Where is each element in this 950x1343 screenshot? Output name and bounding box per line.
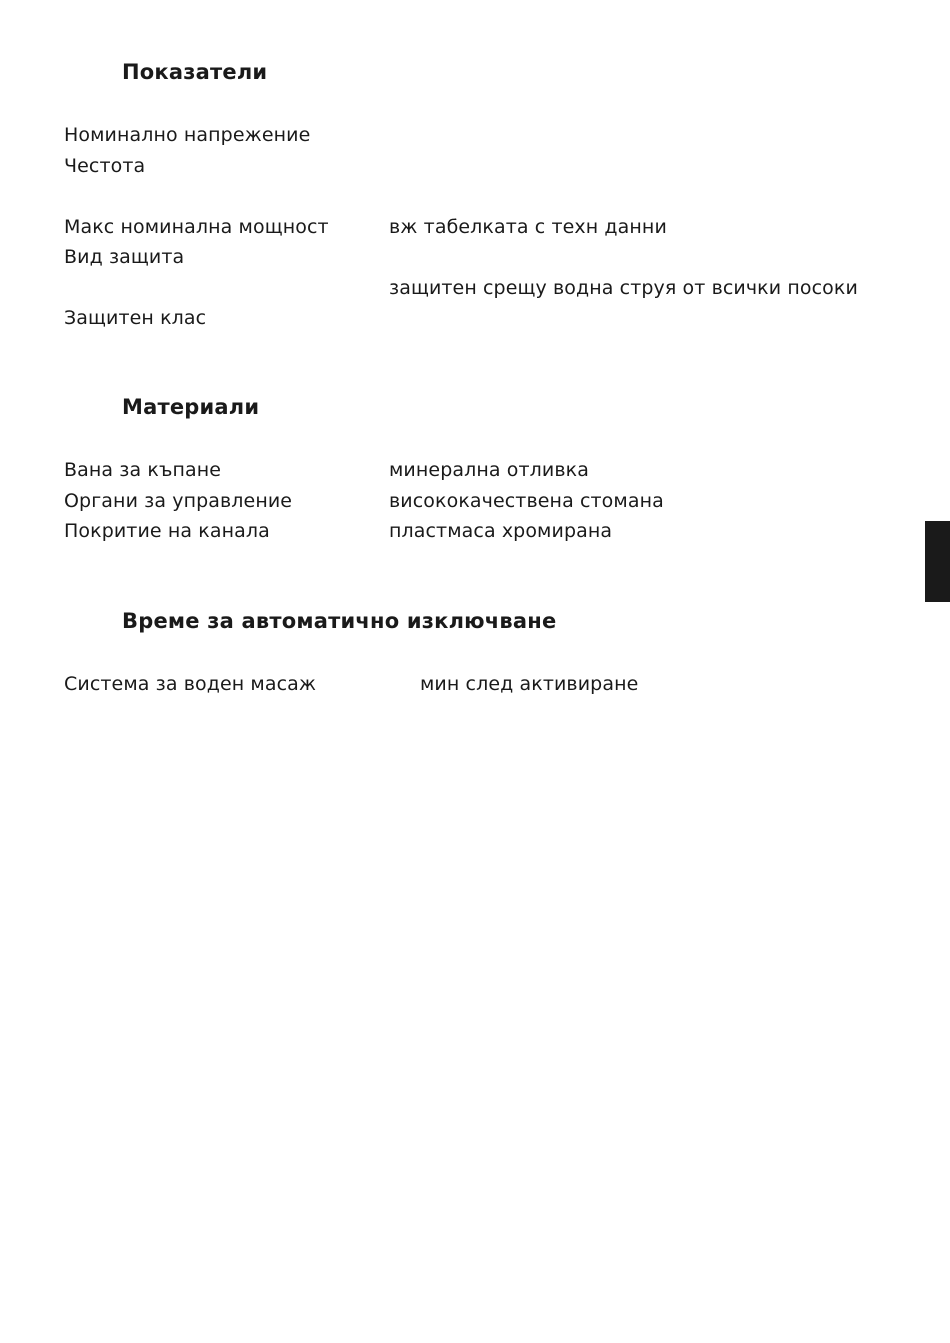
label-bathtub: Вана за къпане [64,459,222,481]
label-frequency: Честота [64,155,146,177]
value-massage-system: мин след активиране [420,673,639,695]
label-protection-class: Защитен клас [64,307,207,329]
value-protection-type: защитен срещу водна струя от всички посоки [389,277,858,299]
section-title-auto-off: Време за автоматично изключване [122,609,557,633]
value-max-power: вж табелката с техн данни [389,216,667,238]
label-protection-type: Вид защита [64,246,185,268]
label-controls: Органи за управление [64,490,293,512]
section-title-indicators: Показатели [122,60,268,84]
value-bathtub: минерална отливка [389,459,589,481]
value-controls: висококачествена стомана [389,490,664,512]
value-channel-cover: пластмаса хромирана [389,520,613,542]
label-massage-system: Система за воден масаж [64,673,317,695]
label-rated-voltage: Номинално напрежение [64,124,311,146]
section-title-materials: Материали [122,395,260,419]
label-max-power: Макс номинална мощност [64,216,329,238]
label-channel-cover: Покритие на канала [64,520,270,542]
thumb-index-tab [925,521,950,602]
